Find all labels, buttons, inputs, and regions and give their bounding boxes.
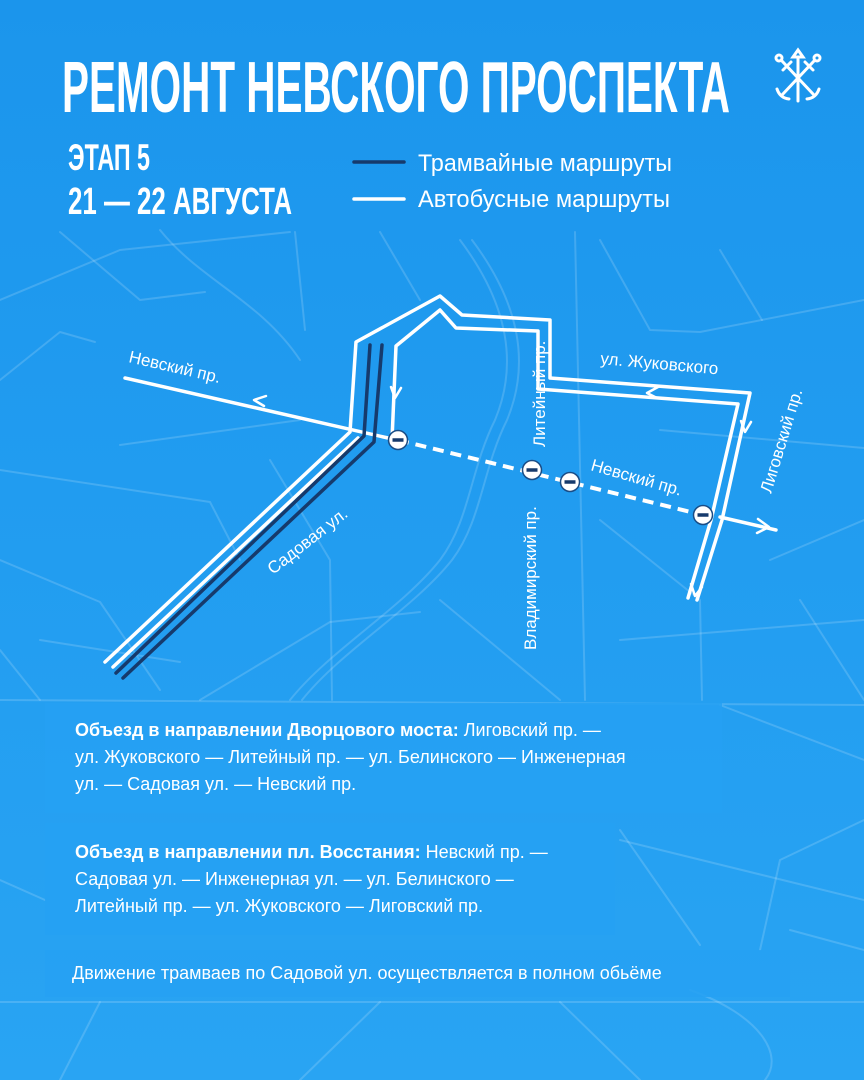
detour-vosstaniya	[45, 823, 615, 935]
map-street	[0, 650, 40, 700]
street-label-sadovaya: Садовая ул.	[263, 503, 352, 579]
no-entry-icon	[389, 431, 408, 450]
map-street	[0, 880, 45, 900]
detour-title: Объезд в направлении пл. Восстания:	[75, 842, 421, 862]
map-street	[720, 250, 762, 320]
map-street	[600, 240, 864, 332]
map-street	[620, 620, 864, 640]
map-street	[120, 420, 300, 445]
map-street	[380, 232, 420, 300]
detour-text: Литейный пр. — ул. Жуковского — Лиговский пр.	[75, 896, 484, 916]
map-street	[760, 820, 864, 950]
map-street	[600, 520, 702, 700]
map-street	[575, 232, 585, 700]
tram-note: Движение трамваев по Садовой ул. осуществляется в полном обьёме	[45, 950, 790, 997]
map-street	[620, 840, 864, 900]
map-street	[0, 560, 160, 690]
direction-arrows	[254, 387, 769, 596]
detour-title: Объезд в направлении Дворцового моста:	[75, 720, 459, 740]
map-street	[560, 1002, 640, 1080]
detour-text: ул. — Садовая ул. — Невский пр.	[75, 774, 357, 794]
map-street	[800, 600, 864, 700]
street-labels	[127, 341, 806, 650]
saint-petersburg-emblem-icon	[776, 50, 820, 101]
chevron-arrow-icon	[254, 396, 266, 406]
page-title: РЕМОНТ НЕВСКОГО ПРОСПЕКТА	[62, 48, 730, 128]
stage-label: ЭТАП 5	[68, 137, 150, 178]
map-street	[60, 1002, 100, 1080]
map-street	[620, 830, 700, 945]
dates-label: 21 — 22 АВГУСТА	[68, 181, 292, 223]
street-label-zhukovskogo: ул. Жуковского	[599, 349, 720, 379]
legend-tram-label: Трамвайные маршруты	[418, 150, 672, 177]
map-street	[660, 430, 864, 448]
map-street	[200, 612, 420, 700]
no-entry-icon	[694, 506, 713, 525]
map-street	[300, 1002, 380, 1080]
legend-bus-label: Автобусные маршруты	[418, 186, 670, 213]
map-street	[790, 930, 864, 950]
map-street	[0, 470, 240, 560]
map-street	[690, 990, 772, 1080]
detour-first-line	[75, 839, 615, 866]
legend	[354, 150, 672, 213]
detour-palace-bridge	[45, 703, 722, 813]
map-street	[295, 232, 305, 330]
no-entry-icon	[561, 473, 580, 492]
detour-text: Невский пр. —	[420, 842, 548, 862]
detour-text: Садовая ул. — Инженерная ул. — ул. Белинского —	[75, 869, 514, 889]
street-label-liteyny: Литейный пр.	[530, 340, 549, 447]
map-street	[302, 240, 519, 700]
street-label-nevsky-east: Невский пр.	[588, 455, 685, 500]
map-street	[440, 600, 560, 700]
street-label-ligovsky: Лиговский пр.	[756, 386, 807, 496]
detour-first-line	[75, 717, 722, 744]
map-street	[770, 520, 864, 560]
no-entry-icon	[523, 461, 542, 480]
detour-text: Лиговский пр. —	[458, 720, 601, 740]
street-label-vladimirsky: Владимирский пр.	[521, 506, 540, 650]
map-street	[0, 232, 290, 300]
map-street	[720, 705, 864, 760]
street-label-nevsky-west: Невский пр.	[127, 347, 223, 387]
detour-text: ул. Жуковского — Литейный пр. — ул. Белинского — Инженерная	[75, 747, 626, 767]
bus-route-sadovaya-inner	[113, 438, 358, 667]
map-street	[0, 332, 95, 380]
